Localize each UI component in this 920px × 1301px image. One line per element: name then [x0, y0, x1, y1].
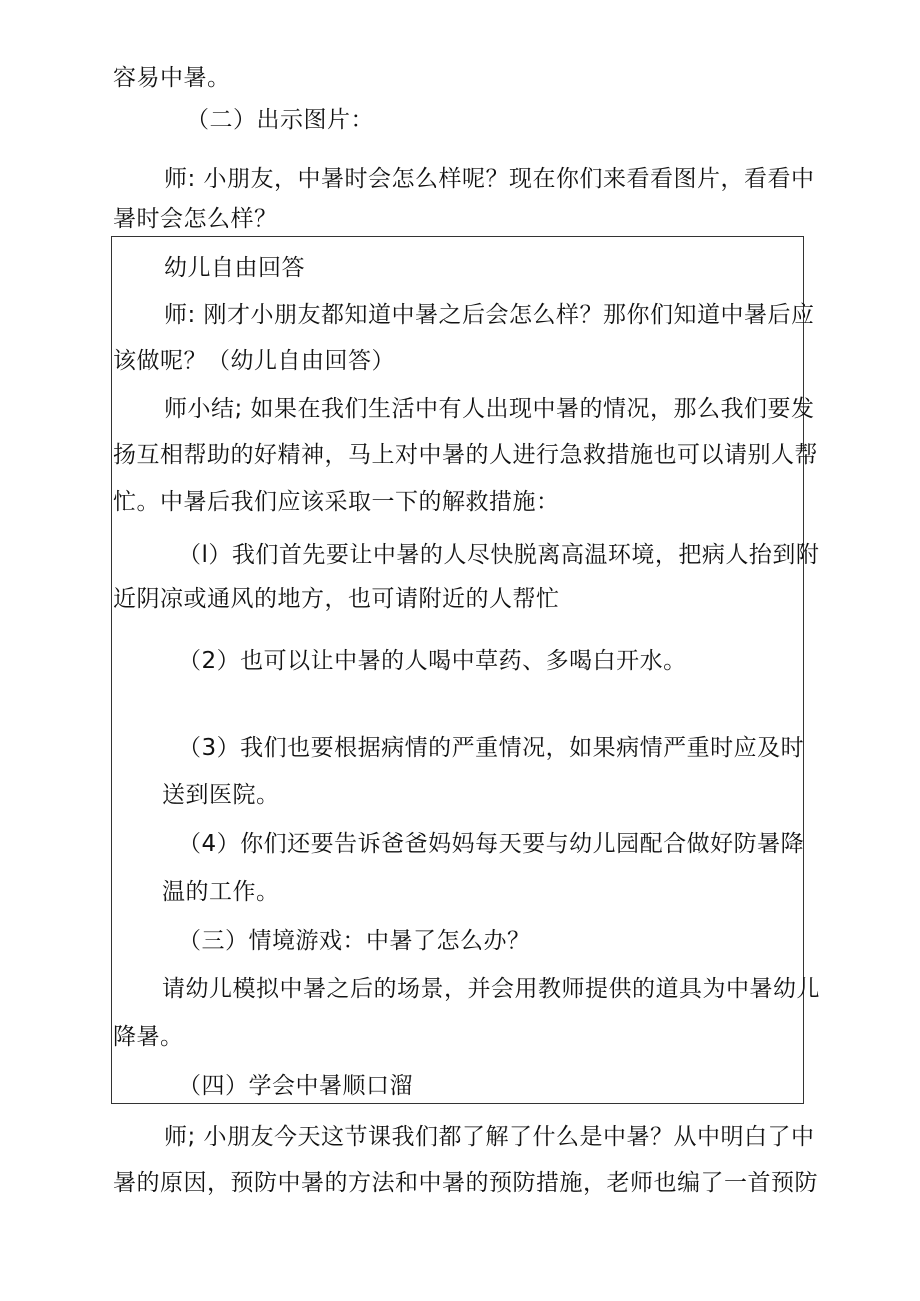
paragraph-line: 近阴凉或通风的地方，也可请附近的人帮忙	[113, 586, 560, 612]
list-item: （3）我们也要根据病情的严重情况，如果病情严重时应及时	[178, 735, 805, 761]
list-item: （l）我们首先要让中暑的人尽快脱离高温环境，把病人抬到附	[178, 542, 820, 568]
paragraph-line: 师小结; 如果在我们生活中有人出现中暑的情况，那么我们要发	[164, 396, 815, 422]
paragraph-line: 温的工作。	[162, 879, 280, 905]
list-item: （4）你们还要告诉爸爸妈妈每天要与幼儿园配合做好防暑降	[178, 831, 805, 857]
paragraph-line: 降暑。	[113, 1024, 184, 1050]
list-item: （2）也可以让中暑的人喝中草药、多喝白开水。	[178, 648, 687, 674]
paragraph-line: 忙。中暑后我们应该采取一下的解救措施：	[113, 489, 560, 515]
paragraph-line: 师: 刚才小朋友都知道中暑之后会怎么样？那你们知道中暑后应	[164, 302, 815, 328]
section-heading: （三）情境游戏：中暑了怎么办？	[178, 928, 531, 954]
paragraph-line: 该做呢？（幼儿自由回答）	[113, 348, 395, 374]
section-heading: （四）学会中暑顺口溜	[178, 1073, 413, 1099]
paragraph-line: 师; 小朋友今天这节课我们都了解了什么是中暑？从中明白了中	[164, 1124, 815, 1150]
paragraph-line: 送到医院。	[162, 782, 280, 808]
paragraph-line: 暑时会怎么样？	[113, 206, 278, 232]
paragraph-line: 扬互相帮助的好精神，马上对中暑的人进行急救措施也可以请别人帮	[113, 442, 818, 468]
paragraph-line: 容易中暑。	[113, 65, 231, 91]
paragraph-line: 幼儿自由回答	[164, 255, 305, 281]
paragraph-line: 师: 小朋友，中暑时会怎么样呢？现在你们来看看图片，看看中	[164, 166, 815, 192]
paragraph-line: 请幼儿模拟中暑之后的场景，并会用教师提供的道具为中暑幼儿	[162, 976, 820, 1002]
paragraph-line: 暑的原因，预防中暑的方法和中暑的预防措施，老师也编了一首预防	[113, 1170, 818, 1196]
section-heading: （二）出示图片：	[186, 107, 374, 133]
